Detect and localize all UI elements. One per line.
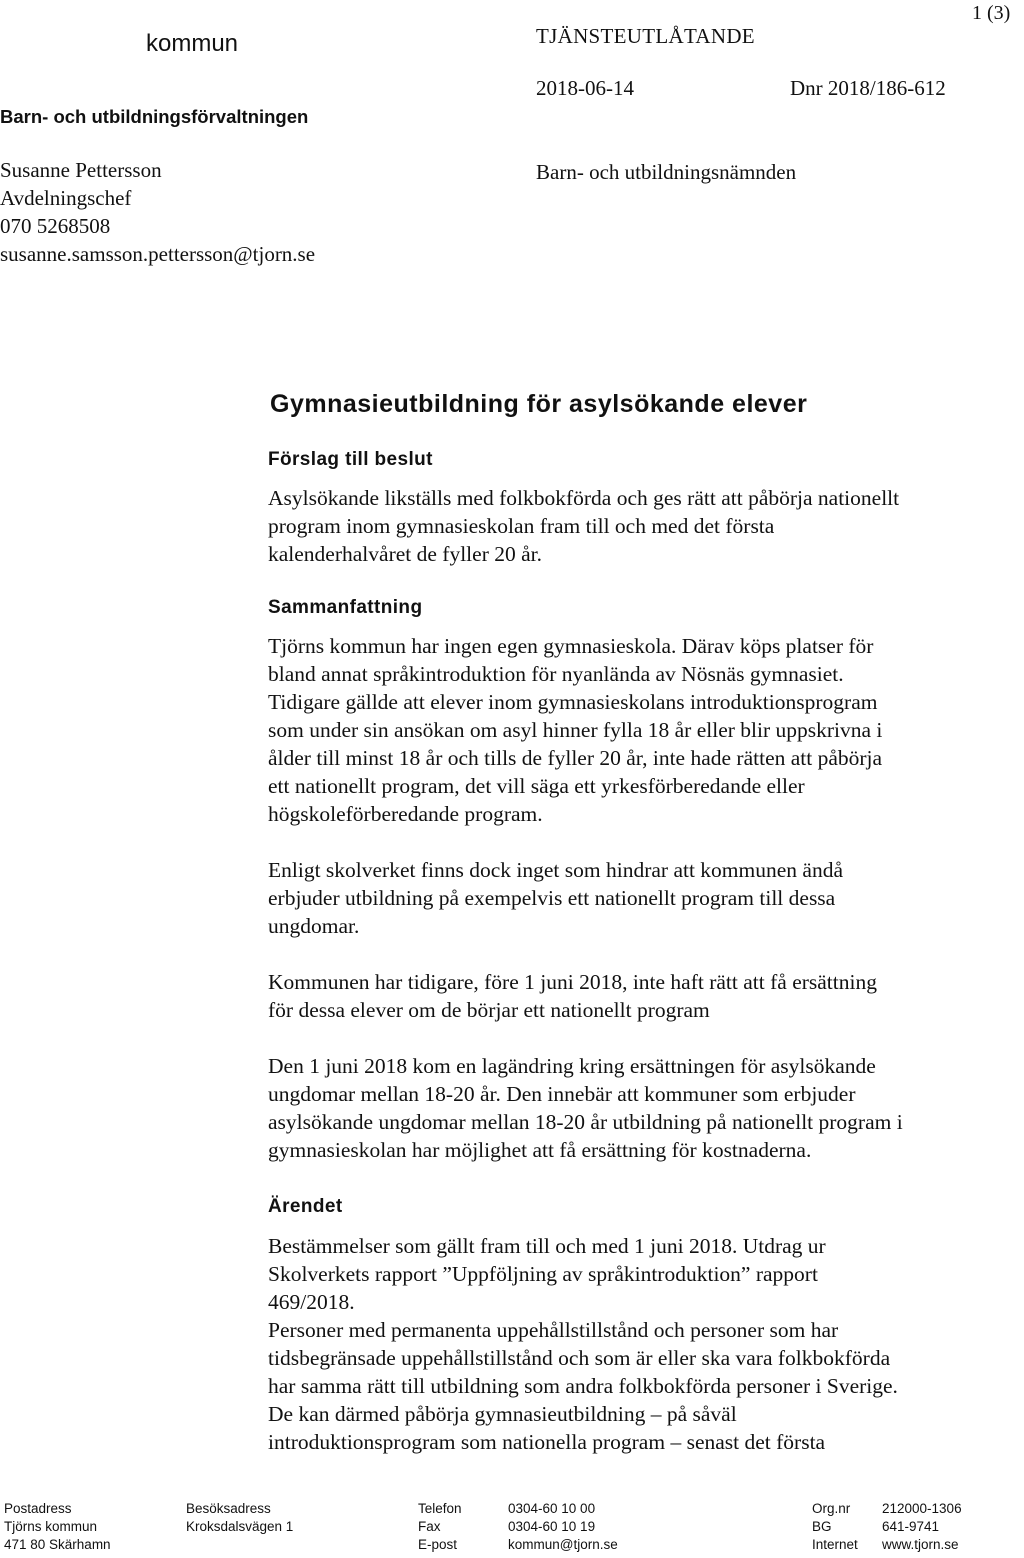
footer-org-labels xyxy=(812,1500,858,1554)
department-name: Barn- och utbildningsförvaltningen xyxy=(0,106,309,127)
footer-label: Internet xyxy=(812,1537,858,1552)
footer-label: Fax xyxy=(418,1519,441,1534)
text-line: ett nationellt program, det vill säga ett yrkesförberedande eller xyxy=(268,774,805,798)
text-line: har samma rätt till utbildning som andra folkbokförda personer i Sverige. xyxy=(268,1374,898,1398)
heading-arendet: Ärendet xyxy=(268,1196,343,1217)
text-line: gymnasieskolan har möjlighet att få ersättning för kostnaderna. xyxy=(268,1138,812,1162)
text-line: ålder till minst 18 år och tills de fyller 20 år, inte hade rätten att påbörja xyxy=(268,746,883,770)
paragraph-arendet-1 xyxy=(268,1232,998,1316)
text-line: introduktionsprogram som nationella program – senast det första xyxy=(268,1430,826,1454)
text-line: Bestämmelser som gällt fram till och med 1 juni 2018. Utdrag ur xyxy=(268,1234,826,1258)
text-line: Skolverkets rapport ”Uppföljning av språkintroduktion” rapport xyxy=(268,1262,818,1286)
footer-website[interactable]: www.tjorn.se xyxy=(882,1537,959,1552)
text-line: Enligt skolverket finns dock inget som hindrar att kommunen ändå xyxy=(268,858,844,882)
text-line: asylsökande ungdomar mellan 18-20 år utbildning på nationellt program i xyxy=(268,1110,903,1134)
text-line: kalenderhalvåret de fyller 20 år. xyxy=(268,542,542,566)
paragraph-sammanfattning-2 xyxy=(268,856,998,940)
text-line: högskoleförberedande program. xyxy=(268,802,543,826)
document-dnr: Dnr 2018/186-612 xyxy=(790,76,946,100)
text-line: för dessa elever om de börjar ett nationellt program xyxy=(268,998,710,1022)
footer-value: Tjörns kommun xyxy=(4,1519,98,1534)
text-line: Tjörns kommun har ingen egen gymnasieskola. Därav köps platser för xyxy=(268,634,874,658)
footer-label: Telefon xyxy=(418,1501,462,1516)
footer-org-values xyxy=(882,1500,962,1554)
footer-contact-labels xyxy=(418,1500,462,1554)
org-name: kommun xyxy=(146,30,239,57)
footer-label: Besöksadress xyxy=(186,1501,271,1516)
page-number: 1 (3) xyxy=(972,2,1011,24)
text-line: Den 1 juni 2018 kom en lagändring kring ersättningen för asylsökande xyxy=(268,1054,876,1078)
footer-email[interactable]: kommun@tjorn.se xyxy=(508,1537,618,1552)
text-line: erbjuder utbildning på exempelvis ett nationellt program till dessa xyxy=(268,886,836,910)
paragraph-sammanfattning-1 xyxy=(268,632,998,828)
text-line: tidsbegränsade uppehållstillstånd och som är eller ska vara folkbokförda xyxy=(268,1346,891,1370)
heading-sammanfattning: Sammanfattning xyxy=(268,597,423,618)
footer-label: E-post xyxy=(418,1537,458,1552)
recipient: Barn- och utbildningsnämnden xyxy=(536,160,797,184)
text-line: De kan därmed påbörja gymnasieutbildning – på såväl xyxy=(268,1402,737,1426)
text-line: Kommunen har tidigare, före 1 juni 2018, inte haft rätt att få ersättning xyxy=(268,970,877,994)
footer-contact-values xyxy=(508,1500,618,1554)
footer-phone: 0304-60 10 00 xyxy=(508,1501,596,1516)
footer-visit xyxy=(186,1500,293,1536)
text-line: Tidigare gällde att elever inom gymnasieskolans introduktionsprogram xyxy=(268,690,878,714)
paragraph-sammanfattning-3 xyxy=(268,968,998,1024)
text-line: 469/2018. xyxy=(268,1290,355,1314)
text-line: som under sin ansökan om asyl hinner fylla 18 år eller blir uppskrivna i xyxy=(268,718,883,742)
footer-value: Kroksdalsvägen 1 xyxy=(186,1519,294,1534)
document-type: TJÄNSTEUTLÅTANDE xyxy=(536,24,755,48)
text-line: Personer med permanenta uppehållstillstånd och personer som har xyxy=(268,1318,839,1342)
footer-label: BG xyxy=(812,1519,832,1534)
text-line: bland annat språkintroduktion för nyanlända av Nösnäs gymnasiet. xyxy=(268,662,844,686)
footer-label: Org.nr xyxy=(812,1501,851,1516)
text-line: program inom gymnasieskolan fram till och med det första xyxy=(268,514,775,538)
footer-value: 471 80 Skärhamn xyxy=(4,1537,111,1552)
page-title: Gymnasieutbildning för asylsökande elever xyxy=(270,390,808,418)
contact-block xyxy=(0,156,315,268)
paragraph-arendet-2 xyxy=(268,1316,998,1456)
footer-orgnr: 212000-1306 xyxy=(882,1501,962,1516)
text-line: ungdomar. xyxy=(268,914,360,938)
text-line: Asylsökande likställs med folkbokförda och ges rätt att påbörja nationellt xyxy=(268,486,900,510)
text-line: ungdomar mellan 18-20 år. Den innebär att kommuner som erbjuder xyxy=(268,1082,856,1106)
heading-forslag: Förslag till beslut xyxy=(268,449,433,470)
footer-label: Postadress xyxy=(4,1501,72,1516)
footer-postal xyxy=(4,1500,111,1554)
contact-email[interactable]: susanne.samsson.pettersson@tjorn.se xyxy=(0,242,316,266)
contact-name: Susanne Pettersson xyxy=(0,158,162,182)
paragraph-forslag xyxy=(268,484,998,568)
document-date: 2018-06-14 xyxy=(536,76,634,100)
contact-phone: 070 5268508 xyxy=(0,214,111,238)
contact-role: Avdelningschef xyxy=(0,186,132,210)
footer-bg: 641-9741 xyxy=(882,1519,940,1534)
paragraph-sammanfattning-4 xyxy=(268,1052,998,1164)
footer-fax: 0304-60 10 19 xyxy=(508,1519,596,1534)
